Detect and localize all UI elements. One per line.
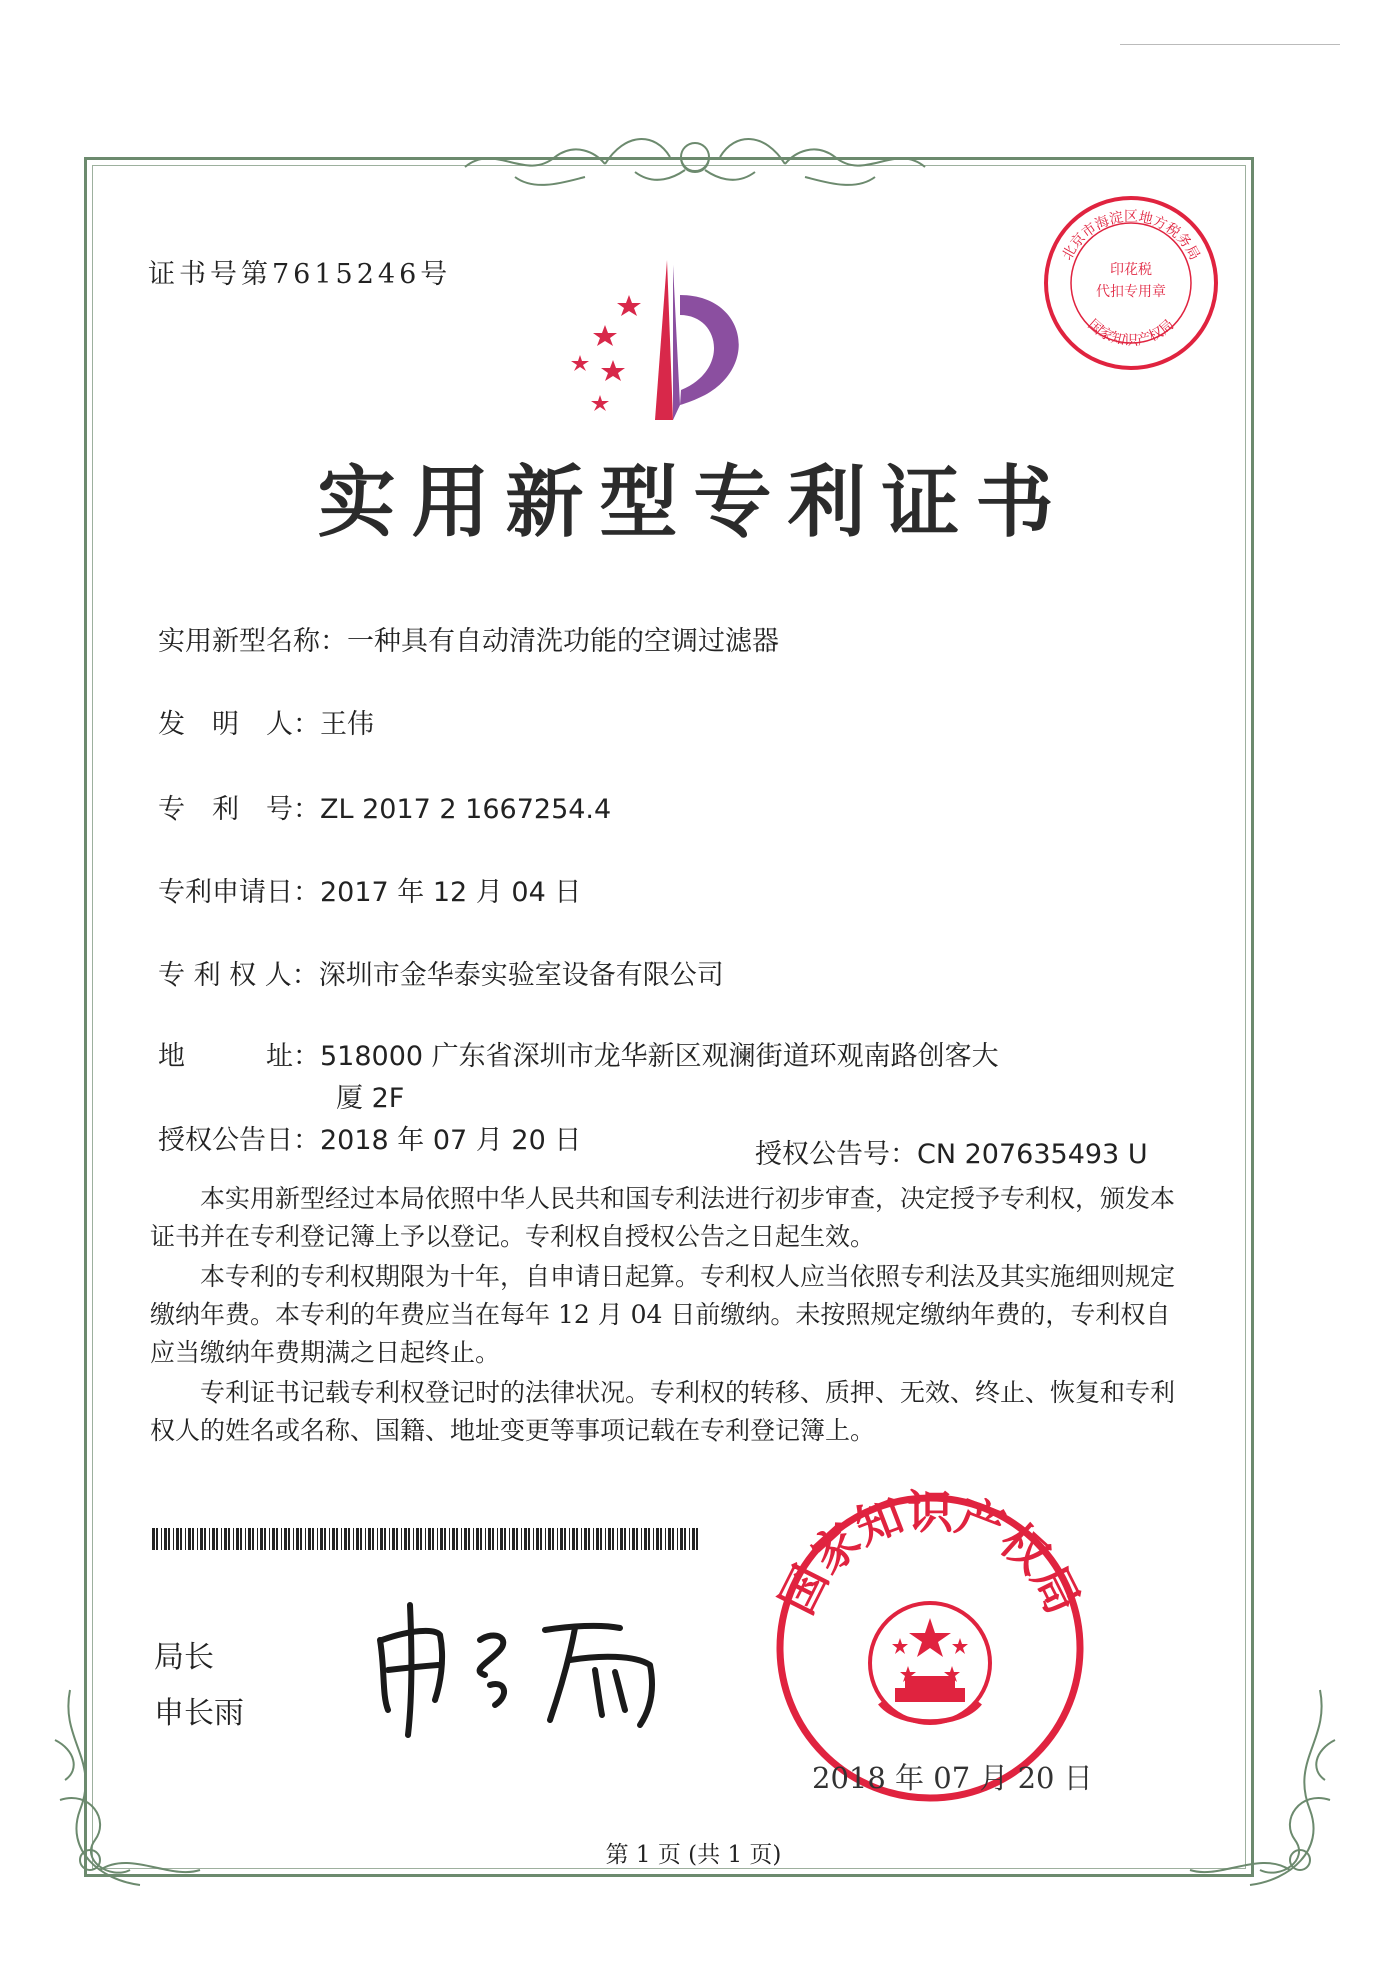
barcode-bar: [204, 1528, 206, 1550]
barcode-bar: [264, 1528, 266, 1550]
field-inventor: [158, 708, 374, 742]
tax-stamp-outer-text: 北京市海淀区地方税务局: [1059, 209, 1203, 263]
barcode-bar: [284, 1528, 287, 1550]
barcode-bar: [168, 1528, 170, 1550]
barcode-bar: [468, 1528, 470, 1550]
barcode-bar: [197, 1528, 198, 1550]
barcode-bar: [416, 1528, 419, 1550]
barcode-bar: [216, 1528, 218, 1550]
barcode-bar: [252, 1528, 254, 1550]
barcode-bar: [689, 1528, 690, 1550]
barcode-bar: [240, 1528, 242, 1550]
barcode-bar: [564, 1528, 566, 1550]
barcode-bar: [428, 1528, 431, 1550]
barcode-bar: [528, 1528, 530, 1550]
page-title: 实用新型专利证书: [317, 457, 1070, 548]
barcode-bar: [300, 1528, 302, 1550]
national-emblem-icon: [870, 1603, 990, 1723]
barcode-bar: [648, 1528, 650, 1550]
seal-text: 国家知识产权局: [770, 1488, 1090, 1623]
barcode-bar: [212, 1528, 215, 1550]
barcode-bar: [161, 1528, 162, 1550]
barcode-bar: [644, 1528, 647, 1550]
barcode-bar: [341, 1528, 342, 1550]
barcode-bar: [596, 1528, 599, 1550]
paragraph: 本实用新型经过本局依照中华人民共和国专利法进行初步审查，决定授予专利权，颁发本证书并在专利登记簿上予以登记。专利权自授权公告之日起生效。: [150, 1184, 1176, 1251]
barcode-bar: [209, 1528, 210, 1550]
barcode-bar: [636, 1528, 638, 1550]
barcode-bar: [509, 1528, 510, 1550]
page-number: 第 1 页 (共 1 页): [605, 1842, 782, 1868]
corner-ornament-icon: [1150, 1680, 1350, 1910]
barcode-bar: [641, 1528, 642, 1550]
barcode-bar: [476, 1528, 479, 1550]
barcode-bar: [452, 1528, 455, 1550]
barcode-bar: [152, 1528, 155, 1550]
barcode-bar: [584, 1528, 587, 1550]
barcode-bar: [504, 1528, 506, 1550]
barcode-bar: [353, 1528, 354, 1550]
barcode-bar: [320, 1528, 323, 1550]
barcode-bar: [365, 1528, 366, 1550]
barcode-bar: [380, 1528, 383, 1550]
field-value: 一种具有自动清洗功能的空调过滤器: [347, 626, 779, 657]
barcode-bar: [461, 1528, 462, 1550]
seal-date: 2018 年 07 月 20 日: [812, 1761, 1093, 1795]
barcode-bar: [512, 1528, 515, 1550]
barcode-bar: [620, 1528, 623, 1550]
barcode-bar: [444, 1528, 446, 1550]
field-value: 王伟: [320, 709, 374, 740]
barcode-bar: [269, 1528, 270, 1550]
barcode-bar: [356, 1528, 359, 1550]
barcode-bar: [233, 1528, 234, 1550]
barcode-bar: [497, 1528, 498, 1550]
field-value: CN 207635493 U: [917, 1139, 1148, 1170]
field-label: 实用新型名称：: [158, 626, 347, 657]
barcode-bar: [540, 1528, 542, 1550]
field-label: 专 利 权 人：: [158, 960, 319, 991]
barcode-bar: [629, 1528, 630, 1550]
barcode-bar: [293, 1528, 294, 1550]
barcode-bar: [473, 1528, 474, 1550]
field-label: 专 利 号：: [158, 794, 320, 825]
barcode-bar: [545, 1528, 546, 1550]
tax-stamp: [1040, 192, 1222, 374]
barcode-bar: [480, 1528, 482, 1550]
barcode-bar: [677, 1528, 678, 1550]
barcode-bar: [245, 1528, 246, 1550]
barcode-bar: [533, 1528, 534, 1550]
director-title: 局长: [154, 1640, 214, 1675]
barcode-bar: [317, 1528, 318, 1550]
barcode-bar: [684, 1528, 686, 1550]
barcode-bar: [192, 1528, 194, 1550]
barcode-bar: [617, 1528, 618, 1550]
barcode-bar: [344, 1528, 347, 1550]
field-publication-number: [755, 1132, 1148, 1171]
barcode-bar: [200, 1528, 203, 1550]
field-utility-model-name: [158, 625, 779, 659]
barcode-bar: [672, 1528, 674, 1550]
scan-artifact-line: [1120, 44, 1340, 45]
barcode-bar: [632, 1528, 635, 1550]
barcode-bar: [521, 1528, 522, 1550]
certificate-number: 证书号第7615246号: [148, 259, 452, 290]
barcode-bar: [336, 1528, 338, 1550]
barcode-bar: [389, 1528, 390, 1550]
field-label: 授权公告号：: [755, 1139, 917, 1170]
barcode-bar: [360, 1528, 362, 1550]
paragraph: 本专利的专利权期限为十年，自申请日起算。专利权人应当依照专利法及其实施细则规定缴纳年费。本专利的年费应当在每年 12 月 04 日前缴纳。未按照规定缴纳年费的，专利权自应当缴纳年费期满之日起终止。: [150, 1262, 1176, 1367]
barcode-bar: [224, 1528, 227, 1550]
barcode-bar: [396, 1528, 398, 1550]
field-label: 发 明 人：: [158, 709, 320, 740]
barcode-bar: [600, 1528, 602, 1550]
barcode-bar: [260, 1528, 263, 1550]
barcode-bar: [593, 1528, 594, 1550]
barcode-bar: [288, 1528, 290, 1550]
patent-office-logo-icon: [555, 255, 775, 420]
barcode-bar: [348, 1528, 350, 1550]
barcode-bar: [221, 1528, 222, 1550]
barcode-bar: [668, 1528, 671, 1550]
barcode-bar: [485, 1528, 486, 1550]
field-patentee: [158, 959, 724, 993]
barcode-bar: [404, 1528, 407, 1550]
barcode-bar: [588, 1528, 590, 1550]
barcode-bar: [281, 1528, 282, 1550]
barcode-bar: [425, 1528, 426, 1550]
field-publication-date: [158, 1124, 581, 1158]
barcode-bar: [665, 1528, 666, 1550]
barcode-bar: [408, 1528, 410, 1550]
barcode-bar: [572, 1528, 575, 1550]
barcode-bar: [680, 1528, 683, 1550]
barcode-bar: [305, 1528, 306, 1550]
field-value: 518000 广东省深圳市龙华新区观澜街道环观南路创客大: [320, 1041, 999, 1072]
barcode-bar: [464, 1528, 467, 1550]
barcode-bar: [332, 1528, 335, 1550]
barcode-bar: [296, 1528, 299, 1550]
barcode-bar: [581, 1528, 582, 1550]
barcode-bar: [392, 1528, 395, 1550]
barcode-bar: [524, 1528, 527, 1550]
barcode-bar: [188, 1528, 191, 1550]
barcode-bar: [492, 1528, 494, 1550]
barcode-bar: [180, 1528, 182, 1550]
field-value: 2018 年 07 月 20 日: [320, 1125, 582, 1156]
barcode-bar: [569, 1528, 570, 1550]
barcode-bar: [272, 1528, 275, 1550]
barcode-bar: [696, 1528, 698, 1550]
field-value: 2017 年 12 月 04 日: [320, 877, 582, 908]
barcode-bar: [228, 1528, 230, 1550]
barcode-bar: [384, 1528, 386, 1550]
paragraph: 专利证书记载专利权登记时的法律状况。专利权的转移、质押、无效、终止、恢复和专利权人的姓名或名称、国籍、地址变更等事项记载在专利登记簿上。: [150, 1378, 1176, 1445]
barcode-bar: [437, 1528, 438, 1550]
barcode-bar: [656, 1528, 659, 1550]
barcode-bar: [612, 1528, 614, 1550]
tax-stamp-bottom-text: 国家知识产权局: [1084, 316, 1178, 349]
barcode: [152, 1528, 702, 1550]
barcode-bar: [176, 1528, 179, 1550]
barcode-bar: [173, 1528, 174, 1550]
barcode-bar: [660, 1528, 662, 1550]
tax-stamp-inner-line1: 印花税: [1110, 262, 1152, 278]
barcode-bar: [548, 1528, 551, 1550]
barcode-bar: [692, 1528, 695, 1550]
barcode-bar: [440, 1528, 443, 1550]
barcode-bar: [576, 1528, 578, 1550]
barcode-bar: [456, 1528, 458, 1550]
barcode-bar: [413, 1528, 414, 1550]
barcode-bar: [185, 1528, 186, 1550]
barcode-bar: [368, 1528, 371, 1550]
field-address-line2: 厦 2F: [336, 1083, 405, 1114]
barcode-bar: [432, 1528, 434, 1550]
svg-text:国家知识产权局: [1085, 317, 1178, 349]
barcode-bar: [372, 1528, 374, 1550]
barcode-bar: [500, 1528, 503, 1550]
director-signature: [370, 1600, 670, 1740]
top-ornament-icon: [455, 122, 935, 202]
field-label: 专利申请日：: [158, 877, 320, 908]
barcode-bar: [236, 1528, 239, 1550]
barcode-bar: [257, 1528, 258, 1550]
field-filing-date: [158, 876, 581, 910]
barcode-bar: [377, 1528, 378, 1550]
field-patent-number: [158, 793, 611, 827]
barcode-bar: [324, 1528, 326, 1550]
field-label: 授权公告日：: [158, 1125, 320, 1156]
field-label: 地 址：: [158, 1041, 320, 1072]
field-value: ZL 2017 2 1667254.4: [320, 794, 612, 825]
barcode-bar: [557, 1528, 558, 1550]
barcode-bar: [488, 1528, 491, 1550]
field-address: [158, 1040, 999, 1074]
field-value: 深圳市金华泰实验室设备有限公司: [318, 960, 724, 991]
barcode-bar: [653, 1528, 654, 1550]
barcode-bar: [552, 1528, 554, 1550]
barcode-bar: [164, 1528, 167, 1550]
barcode-bar: [560, 1528, 563, 1550]
barcode-bar: [516, 1528, 518, 1550]
barcode-bar: [608, 1528, 611, 1550]
barcode-bar: [156, 1528, 158, 1550]
barcode-bar: [308, 1528, 311, 1550]
director-name: 申长雨: [154, 1696, 244, 1731]
barcode-bar: [312, 1528, 314, 1550]
barcode-bar: [329, 1528, 330, 1550]
barcode-bar: [624, 1528, 626, 1550]
barcode-bar: [248, 1528, 251, 1550]
barcode-bar: [420, 1528, 422, 1550]
barcode-bar: [401, 1528, 402, 1550]
barcode-bar: [536, 1528, 539, 1550]
barcode-bar: [605, 1528, 606, 1550]
certificate-body-text: [150, 1180, 1190, 1450]
barcode-bar: [449, 1528, 450, 1550]
tax-stamp-inner-line2: 代扣专用章: [1096, 284, 1166, 300]
barcode-bar: [276, 1528, 278, 1550]
